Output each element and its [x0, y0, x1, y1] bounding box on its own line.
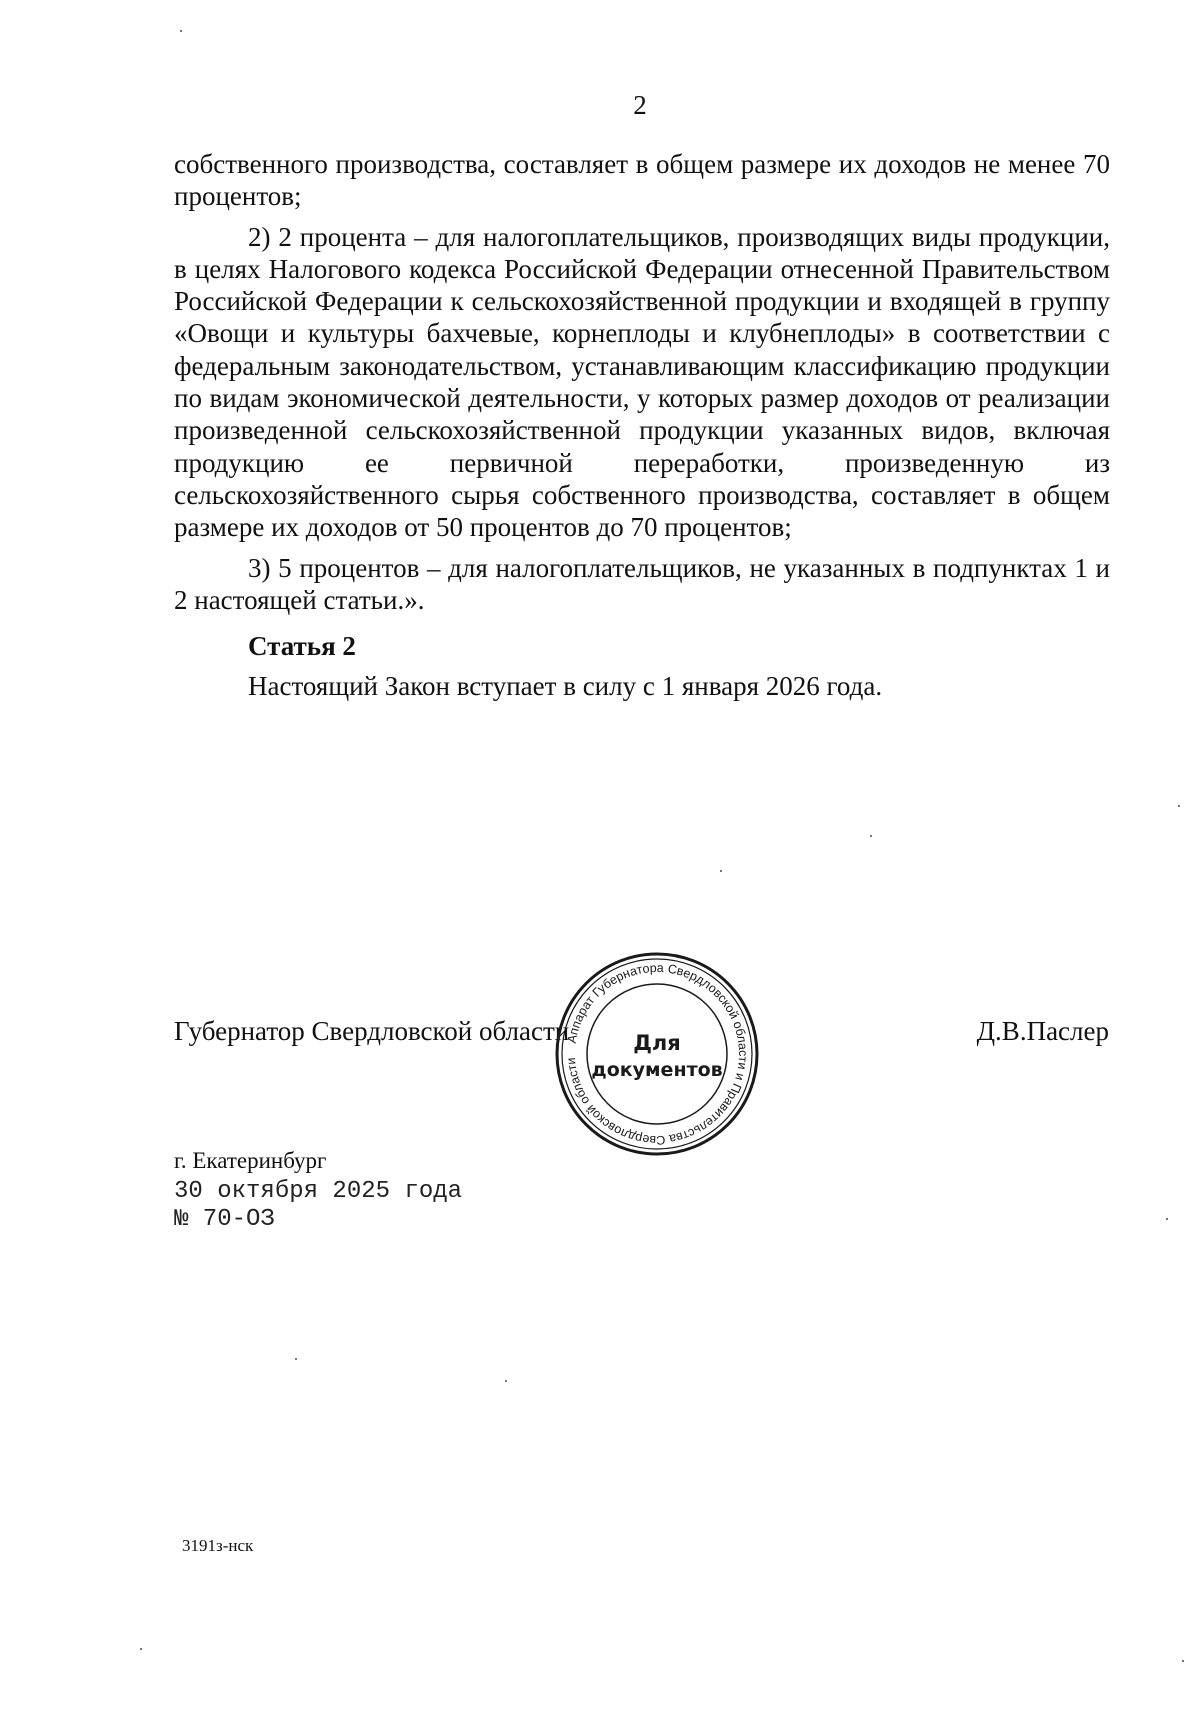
place-of-signing: г. Екатеринбург — [174, 1148, 327, 1173]
paragraph-continuation: собственного производства, составляет в общем размере их доходов не менее 70 процентов; — [174, 149, 1110, 212]
signatory-position: Губернатор Свердловской области — [174, 1016, 570, 1046]
signatory-name: Д.В.Паслер — [976, 1016, 1109, 1046]
seal-graphic — [553, 950, 761, 1158]
scan-speck — [505, 1380, 507, 1382]
document-code: 3191з-нск — [182, 1536, 254, 1555]
article-text: Настоящий Закон вступает в силу с 1 января 2026 года. — [248, 671, 883, 702]
scan-speck — [870, 835, 872, 837]
scan-speck — [140, 1648, 142, 1650]
seal-center-line-1: Для — [633, 1031, 681, 1055]
page-number: 2 — [633, 90, 647, 120]
scan-speck — [295, 1358, 297, 1360]
signing-date: 30 октября 2025 года — [174, 1178, 463, 1205]
scan-speck — [1178, 805, 1180, 807]
scan-speck — [720, 870, 722, 872]
paragraph-item-3: 3) 5 процентов – для налогоплательщиков, не указанных в подпунктах 1 и 2 настоящей статьи.». — [174, 552, 1110, 615]
scan-speck — [1182, 1660, 1184, 1662]
law-number: № 70-ОЗ — [174, 1206, 275, 1233]
document-body — [174, 148, 1110, 703]
paragraph-item-2: 2) 2 процента – для налогоплательщиков, производящих виды продукции, в целях Налогового кодекса Российской Федерации отнесенной Правительством Российской Федерации к сельскохозяйственной продукции и входящей в группу «Овощи и культуры бахчевые, корнеплоды и клубнеплоды» в соответствии с федеральным законодательством, устанавливающим классификацию продукции по видам экономической деятельности, у которых размер доходов от реализации произведенной сельскохозяйственной продукции указанных видов, включая продукцию ее первичной переработки, произведенную из сельскохозяйственного сырья собственного производства, составляет в общем размере их доходов от 50 процентов до 70 процентов; — [174, 221, 1110, 543]
seal-ring-text: Аппарат Губернатора Свердловской области и Правительства Свердловской области — [564, 960, 751, 1148]
scan-speck — [180, 30, 182, 32]
scan-speck — [1166, 1218, 1168, 1220]
official-seal — [553, 950, 761, 1158]
article-heading: Статья 2 — [248, 631, 356, 662]
seal-center-line-2: документов — [591, 1059, 723, 1081]
